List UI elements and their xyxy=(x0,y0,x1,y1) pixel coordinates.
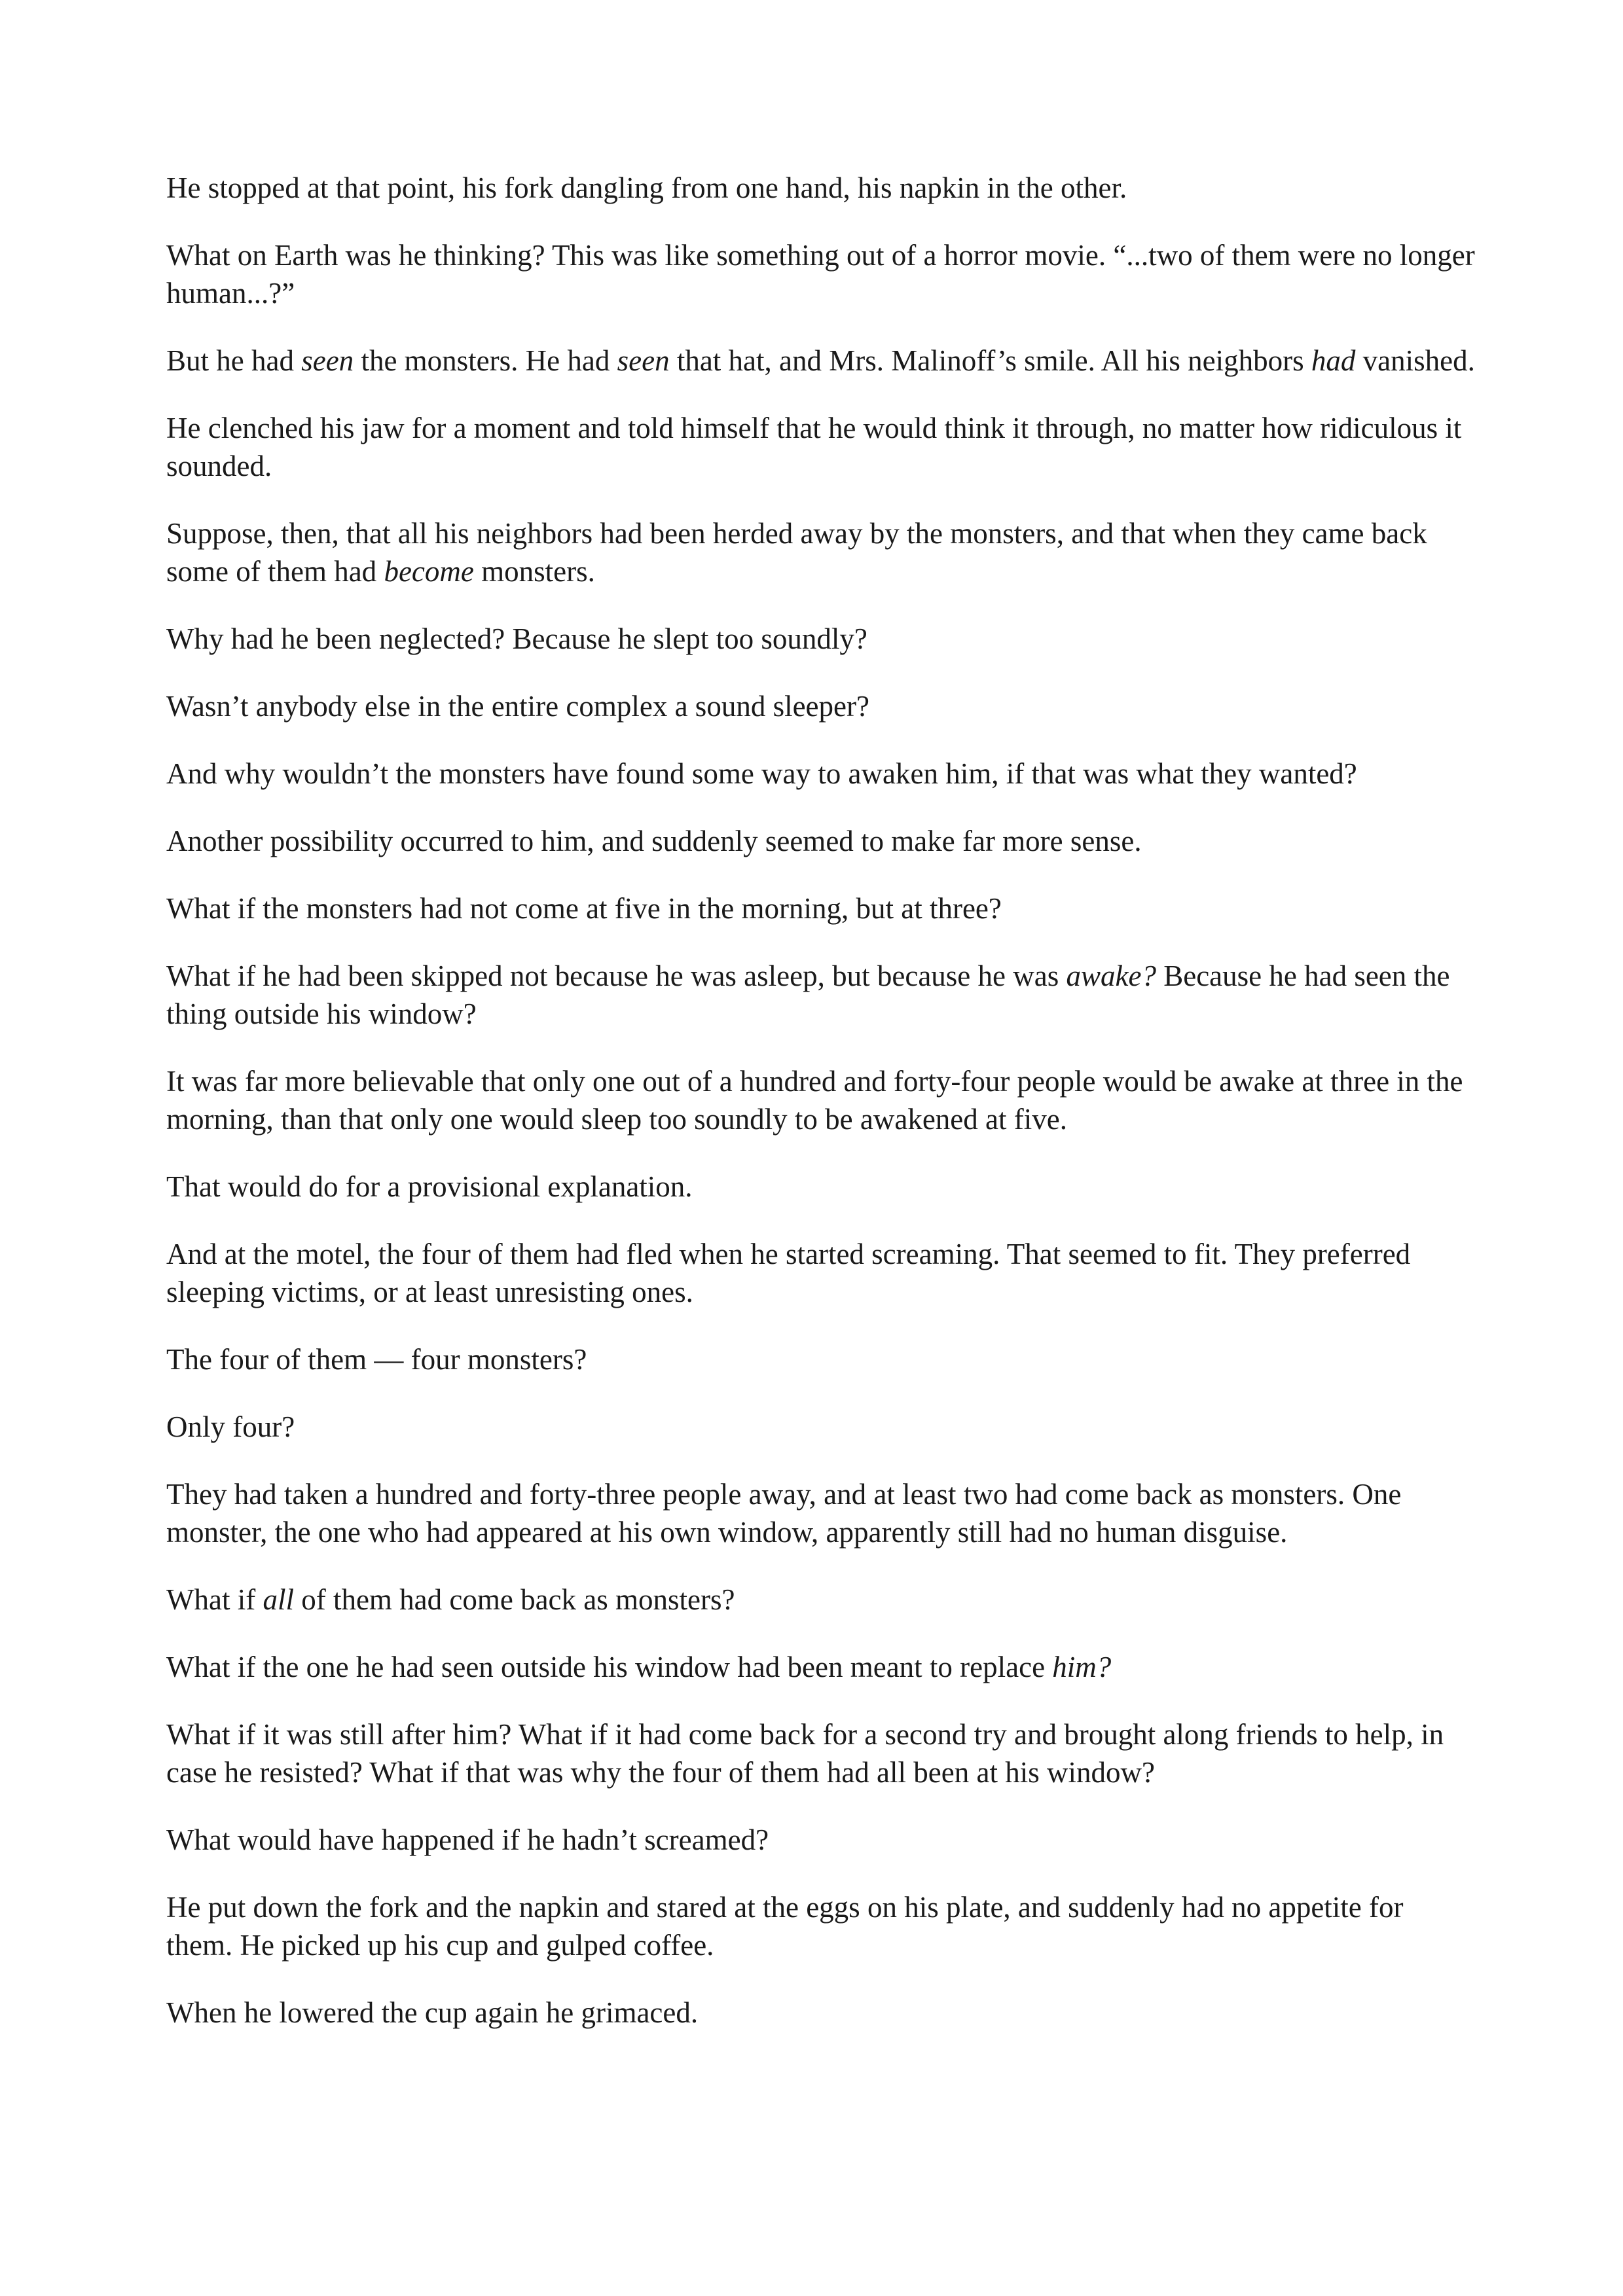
body-text xyxy=(166,169,1476,2061)
paragraph xyxy=(166,1340,1476,1378)
text-run: Only four? xyxy=(166,1410,295,1443)
paragraph xyxy=(166,236,1476,312)
italic-text-run: had xyxy=(1311,344,1356,377)
text-run: What on Earth was he thinking? This was like something out of a horror movie. “...two of them were no longer human...?” xyxy=(166,239,1475,310)
paragraph xyxy=(166,409,1476,485)
paragraph xyxy=(166,342,1476,380)
paragraph xyxy=(166,1648,1476,1686)
paragraph xyxy=(166,1581,1476,1619)
paragraph xyxy=(166,755,1476,793)
text-run: It was far more believable that only one out of a hundred and forty-four people would be awake at three in the morning, than that only one would sleep too soundly to be awakened at five. xyxy=(166,1065,1463,1136)
paragraph xyxy=(166,1994,1476,2032)
paragraph xyxy=(166,514,1476,590)
text-run: The four of them — four monsters? xyxy=(166,1343,587,1376)
paragraph xyxy=(166,1888,1476,1964)
italic-text-run: seen xyxy=(617,344,670,377)
paragraph xyxy=(166,1168,1476,1206)
italic-text-run: awake? xyxy=(1066,960,1156,992)
text-run: When he lowered the cup again he grimaced. xyxy=(166,1996,699,2029)
text-run: What if it was still after him? What if it had come back for a second try and brought along friends to help, in case he resisted? What if that was why the four of them had all been at his window? xyxy=(166,1718,1444,1789)
paragraph xyxy=(166,957,1476,1033)
text-run: What if he had been skipped not because he was asleep, but because he was xyxy=(166,960,1067,992)
paragraph xyxy=(166,1821,1476,1859)
text-run: Suppose, then, that all his neighbors had been herded away by the monsters, and that when they came back some of them had xyxy=(166,517,1427,588)
paragraph xyxy=(166,687,1476,725)
paragraph xyxy=(166,1715,1476,1791)
italic-text-run: him? xyxy=(1052,1651,1112,1683)
italic-text-run: all xyxy=(263,1583,294,1616)
text-run: What if the monsters had not come at five in the morning, but at three? xyxy=(166,892,1002,925)
paragraph xyxy=(166,1235,1476,1311)
text-run: But he had xyxy=(166,344,302,377)
paragraph xyxy=(166,620,1476,658)
text-run: of them had come back as monsters? xyxy=(293,1583,735,1616)
italic-text-run: seen xyxy=(301,344,354,377)
paragraph xyxy=(166,822,1476,860)
paragraph xyxy=(166,1408,1476,1446)
text-run: What would have happened if he hadn’t screamed? xyxy=(166,1823,769,1856)
text-run: And why wouldn’t the monsters have found some way to awaken him, if that was what they wanted? xyxy=(166,757,1357,790)
text-run: He put down the fork and the napkin and stared at the eggs on his plate, and suddenly had no appetite for them. He picked up his cup and gulped coffee. xyxy=(166,1891,1404,1962)
text-run: That would do for a provisional explanation. xyxy=(166,1170,693,1203)
text-run: Because he had seen the thing outside his window? xyxy=(166,960,1450,1030)
text-run: monsters. xyxy=(473,555,595,588)
text-run: What if the one he had seen outside his window had been meant to replace xyxy=(166,1651,1053,1683)
paragraph xyxy=(166,169,1476,207)
text-run: Why had he been neglected? Because he slept too soundly? xyxy=(166,622,867,655)
text-run: He stopped at that point, his fork dangling from one hand, his napkin in the other. xyxy=(166,171,1127,204)
text-run: He clenched his jaw for a moment and told himself that he would think it through, no matter how ridiculous it sounded. xyxy=(166,412,1462,482)
text-run: And at the motel, the four of them had fled when he started screaming. That seemed to fit. They preferred sleeping victims, or at least unresisting ones. xyxy=(166,1238,1411,1308)
paragraph xyxy=(166,1062,1476,1138)
paragraph xyxy=(166,1475,1476,1551)
text-run: Another possibility occurred to him, and suddenly seemed to make far more sense. xyxy=(166,825,1142,857)
text-run: the monsters. He had xyxy=(354,344,617,377)
text-run: They had taken a hundred and forty-three people away, and at least two had come back as monsters. One monster, the one who had appeared at his own window, apparently still had no human disguise. xyxy=(166,1478,1402,1549)
text-run: vanished. xyxy=(1355,344,1475,377)
text-run: that hat, and Mrs. Malinoff’s smile. All his neighbors xyxy=(669,344,1311,377)
text-run: Wasn’t anybody else in the entire complex a sound sleeper? xyxy=(166,690,869,723)
italic-text-run: become xyxy=(384,555,474,588)
paragraph xyxy=(166,889,1476,927)
text-run: What if xyxy=(166,1583,263,1616)
